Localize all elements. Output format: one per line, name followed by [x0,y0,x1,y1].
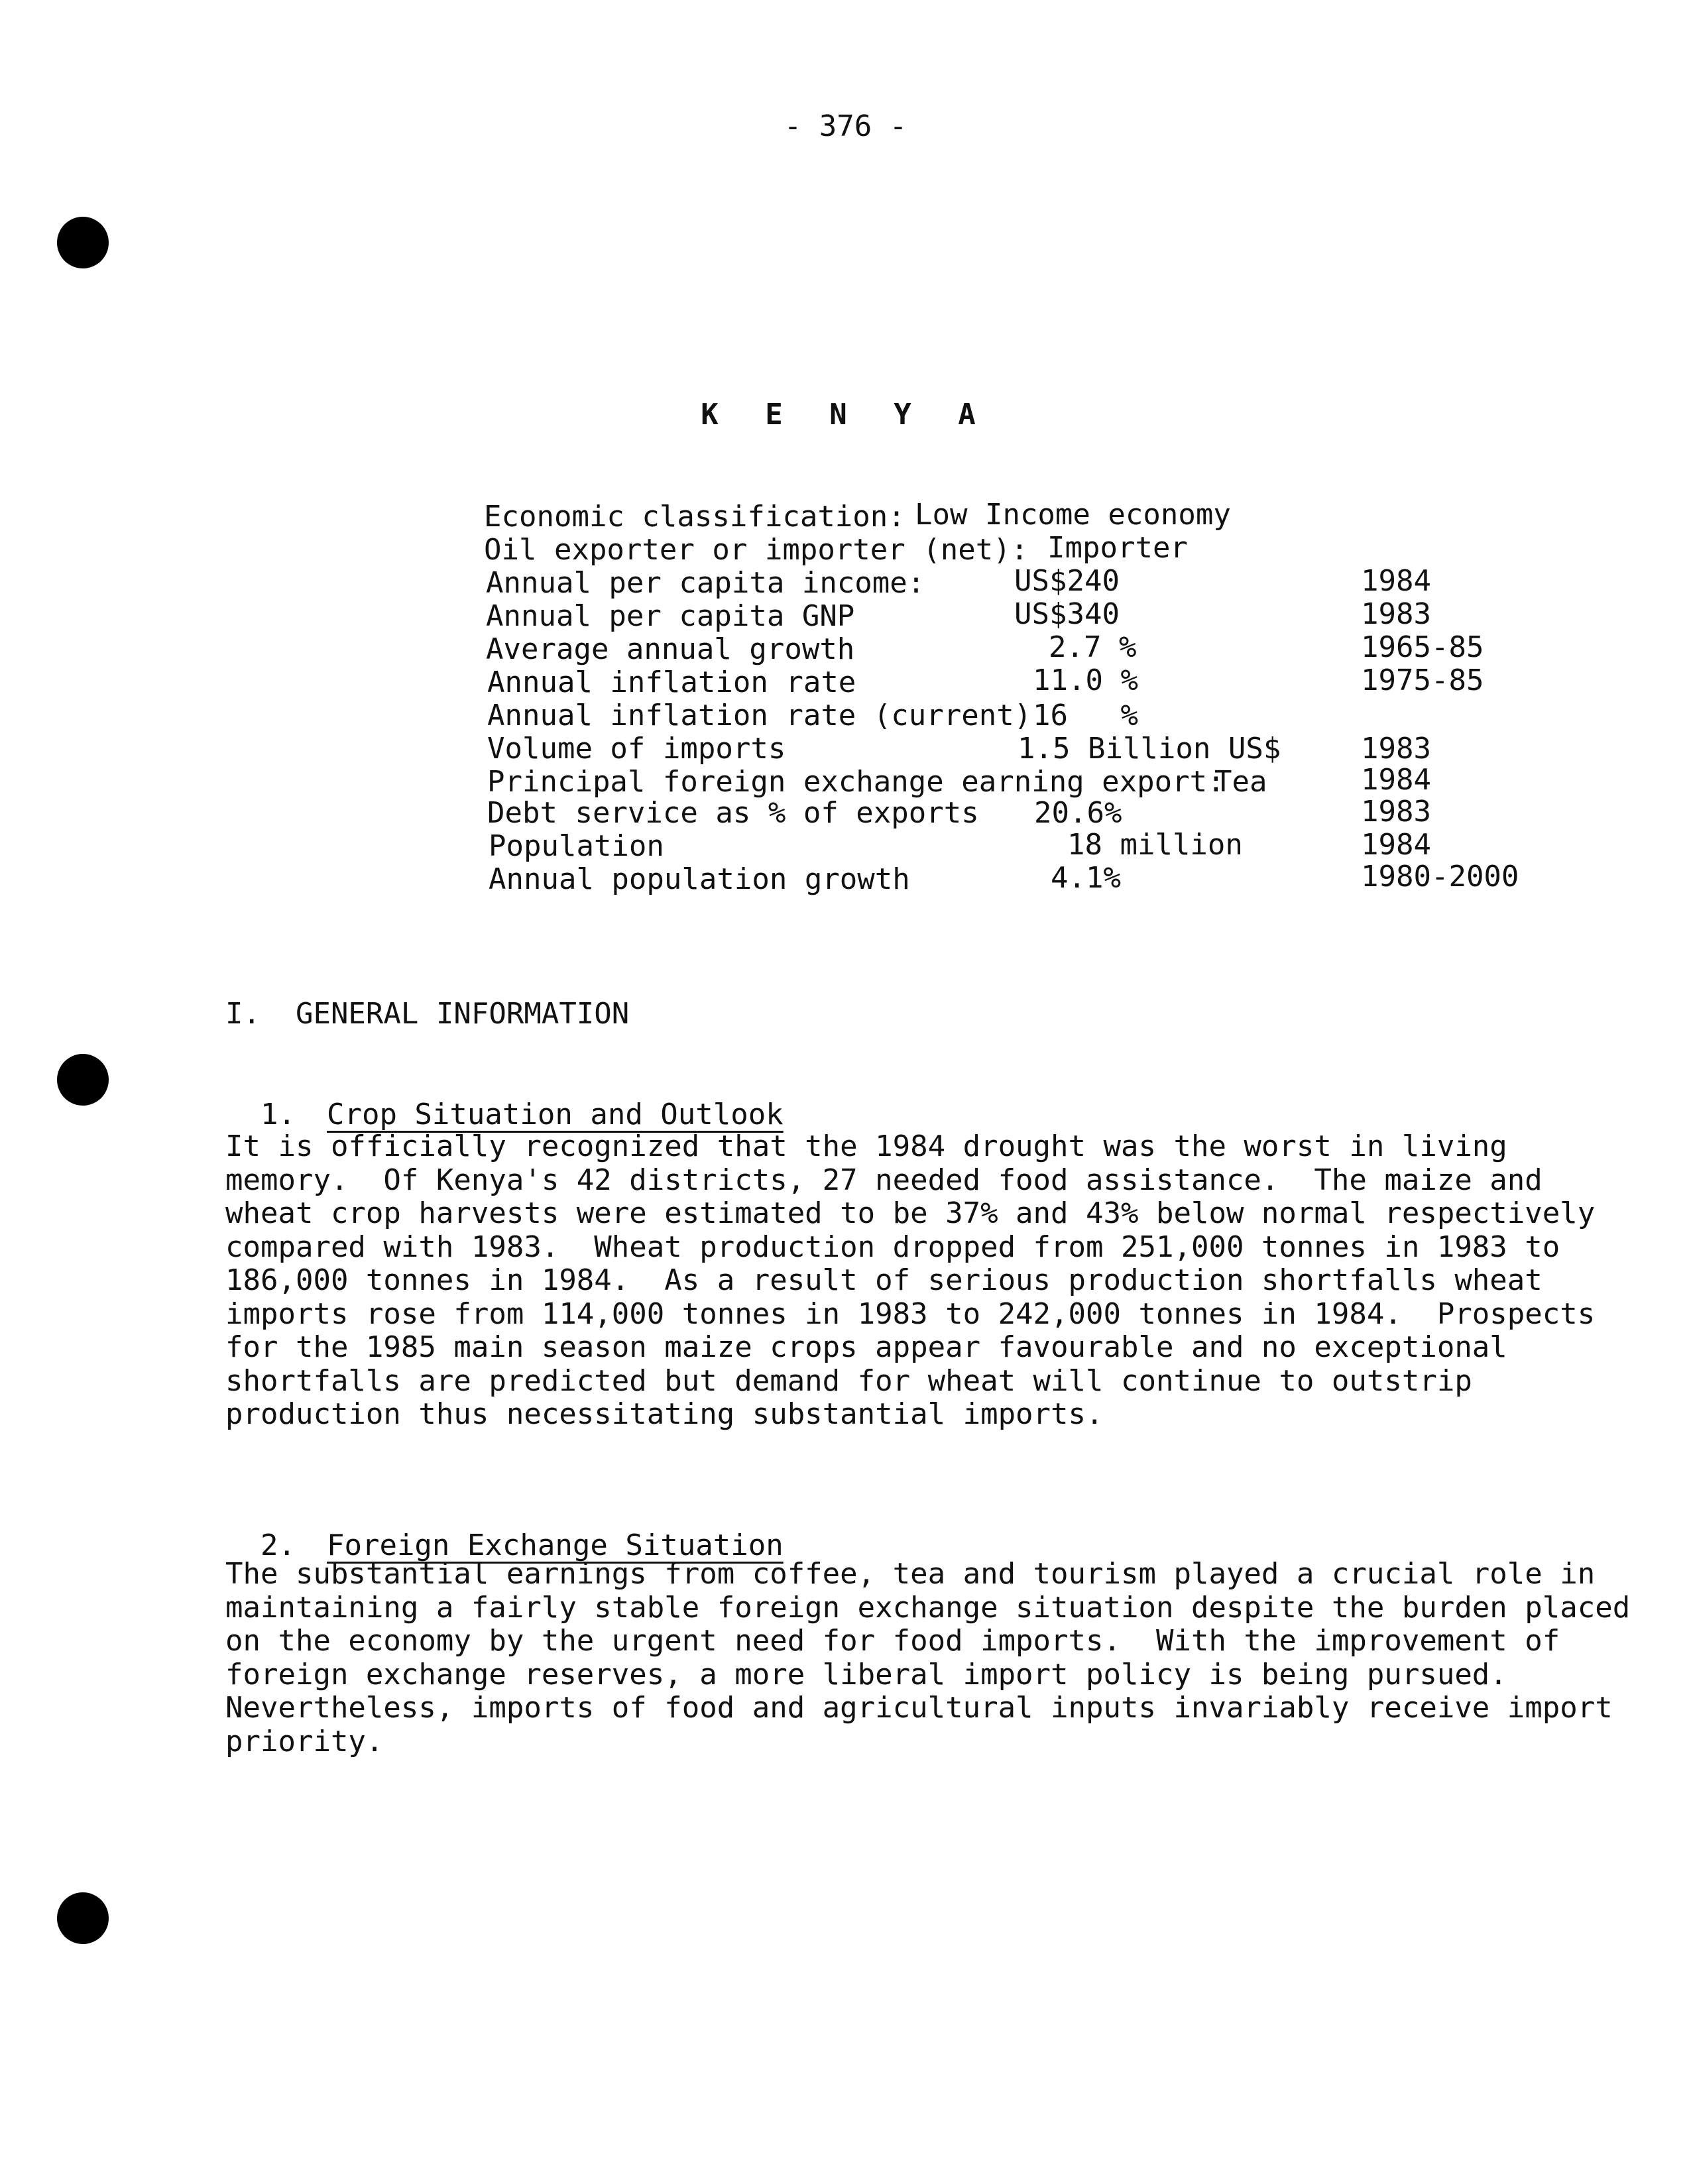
punch-hole-top [57,217,109,268]
paragraph-line: Nevertheless, imports of food and agricultural inputs invariably receive import [225,1691,1613,1725]
profile-label: Debt service as % of exports [487,796,979,830]
profile-value: 1.5 Billion US$ [1018,732,1281,766]
profile-value: 16 % [1033,699,1138,732]
section-title: Foreign Exchange Situation [326,1528,784,1562]
paragraph-line: maintaining a fairly stable foreign exchange situation despite the burden placed [225,1590,1631,1625]
profile-label: Annual inflation rate [487,665,856,699]
section-paragraph [225,1557,1631,1758]
profile-value: Importer [1047,531,1188,565]
profile-value: 11.0 % [1033,663,1138,697]
section-number: 2. [260,1528,296,1562]
section-heading [225,1495,784,1562]
profile-label: Population [489,829,664,863]
profile-year: 1980-2000 [1361,860,1519,893]
profile-value: 2.7 % [1049,630,1137,664]
profile-year: 1984 [1361,828,1431,862]
profile-year: 1984 [1361,763,1431,797]
profile-label: Principal foreign exchange earning export: [487,765,1225,799]
punch-hole-middle [57,1054,109,1106]
profile-label: Annual per capita income: [486,566,925,600]
section-paragraph [225,1129,1596,1432]
paragraph-line: 186,000 tonnes in 1984. As a result of serious production shortfalls wheat [225,1263,1543,1297]
profile-label: Oil exporter or importer (net): [484,533,1029,567]
paragraph-line: on the economy by the urgent need for food imports. With the improvement of [225,1624,1560,1658]
section-number: 1. [260,1098,296,1131]
profile-label: Average annual growth [486,632,855,666]
paragraph-line: wheat crop harvests were estimated to be 37% and 43% below normal respectively [225,1196,1596,1230]
paragraph-line: compared with 1983. Wheat production dropped from 251,000 tonnes in 1983 to [225,1230,1560,1264]
profile-value: 4.1% [1051,861,1121,895]
paragraph-line: It is officially recognized that the 1984 drought was the worst in living [225,1129,1507,1163]
profile-value: Tea [1214,765,1267,799]
profile-value: US$340 [1014,597,1120,631]
paragraph-line: shortfalls are predicted but demand for wheat will continue to outstrip [225,1363,1472,1398]
country-title: K E N Y A [701,398,990,431]
profile-value: 18 million [1067,828,1243,862]
section-title: Crop Situation and Outlook [326,1098,784,1131]
paragraph-line: foreign exchange reserves, a more liberal import policy is being pursued. [225,1657,1507,1692]
paragraph-line: The substantial earnings from coffee, tea and tourism played a crucial role in [225,1557,1596,1591]
profile-label: Economic classification: [484,500,905,534]
profile-label: Annual per capita GNP [486,599,855,633]
paragraph-line: imports rose from 114,000 tonnes in 1983 to 242,000 tonnes in 1984. Prospects [225,1296,1596,1331]
paragraph-line: for the 1985 main season maize crops appear favourable and no exceptional [225,1330,1507,1364]
section-heading [225,1064,784,1131]
profile-year: 1984 [1361,564,1431,598]
profile-label: Volume of imports [487,732,786,766]
profile-label: Annual inflation rate (current) [487,699,1032,732]
profile-year: 1965-85 [1361,630,1484,664]
part-heading: I. GENERAL INFORMATION [225,997,630,1031]
profile-value: US$240 [1014,564,1120,598]
profile-year: 1983 [1361,732,1431,766]
paragraph-line: priority. [225,1724,384,1758]
profile-value: Low Income economy [915,498,1231,532]
profile-year: 1975-85 [1361,663,1484,697]
punch-hole-bottom [57,1892,109,1944]
paragraph-line: memory. Of Kenya's 42 districts, 27 needed food assistance. The maize and [225,1163,1543,1197]
paragraph-line: production thus necessitating substantial imports. [225,1397,1104,1431]
profile-year: 1983 [1361,597,1431,631]
profile-year: 1983 [1361,795,1431,829]
page-number: - 376 - [784,109,907,143]
profile-label: Annual population growth [489,862,910,896]
profile-value: 20.6% [1034,796,1122,830]
